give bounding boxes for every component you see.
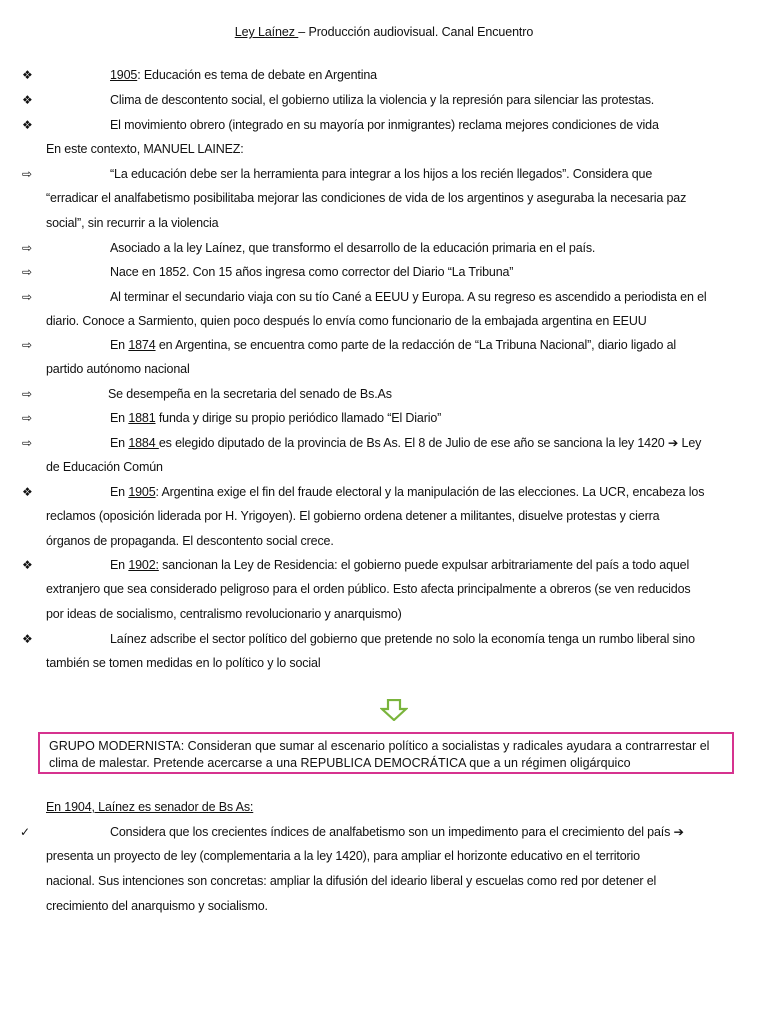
- right-arrow-icon: ➔: [673, 825, 684, 839]
- item-line: En 1874 en Argentina, se encuentra como parte de la redacción de “La Tribuna Nacional”, diario ligado al: [110, 338, 677, 352]
- box-line: clima de malestar. Pretende acercarse a una REPUBLICA DEMOCRÁTICA que a un régimen oligárquico: [49, 756, 631, 770]
- diamond-bullet-icon: ❖: [22, 118, 33, 132]
- item-line: Clima de descontento social, el gobierno utiliza la violencia y la represión para silenciar las protestas.: [110, 93, 655, 107]
- page-title: [0, 25, 768, 39]
- item-line: Se desempeña en la secretaria del senado de Bs.As: [108, 387, 392, 401]
- item-line: En 1881 funda y dirige su propio periódico llamado “El Diario”: [110, 411, 442, 425]
- item-line: extranjero que sea considerado peligroso para el orden público. Esto afecta principalmente a obreros (se ven reducidos: [46, 582, 691, 596]
- diamond-bullet-icon: ❖: [22, 93, 33, 107]
- arrow-bullet-icon: ⇨: [22, 167, 32, 181]
- title-rest: – Producción audiovisual. Canal Encuentro: [298, 25, 534, 39]
- item-line: por ideas de socialismo, centralismo revolucionario y anarquismo): [46, 607, 402, 621]
- arrow-bullet-icon: ⇨: [22, 338, 32, 352]
- item-line: de Educación Común: [46, 460, 163, 474]
- item-line: presenta un proyecto de ley (complementaria a la ley 1420), para ampliar el horizonte educativo en el territorio: [46, 849, 640, 863]
- arrow-bullet-icon: ⇨: [22, 436, 32, 450]
- arrow-bullet-icon: ⇨: [22, 241, 32, 255]
- item-line: nacional. Sus intenciones son concretas: ampliar la difusión del ideario liberal y escuelas como red por detener el: [46, 874, 657, 888]
- diamond-bullet-icon: ❖: [22, 632, 33, 646]
- item-line: En 1905: Argentina exige el fin del fraude electoral y la manipulación de las elecciones. La UCR, encabeza los: [110, 485, 705, 499]
- item-line: Asociado a la ley Laínez, que transformo el desarrollo de la educación primaria en el país.: [110, 241, 596, 255]
- item-line: El movimiento obrero (integrado en su mayoría por inmigrantes) reclama mejores condiciones de vida: [110, 118, 659, 132]
- item-line: “La educación debe ser la herramienta para integrar a los hijos a los recién llegados”. Considera que: [110, 167, 653, 181]
- item-line: “erradicar el analfabetismo posibilitaba mejorar las condiciones de vida de los argentinos y aseguraba la necesaria paz: [46, 191, 687, 205]
- box-line: GRUPO MODERNISTA: Consideran que sumar al escenario político a socialistas y radicales ayudara a contrarrestar el: [49, 739, 710, 753]
- item-line: En 1902: sancionan la Ley de Residencia: el gobierno puede expulsar arbitrariamente del país a todo aquel: [110, 558, 690, 572]
- down-arrow-icon: [380, 699, 408, 721]
- item-line: diario. Conoce a Sarmiento, quien poco después lo envía como funcionario de la embajada argentina en EEUU: [46, 314, 647, 328]
- item-line: Laínez adscribe el sector político del gobierno que pretende no solo la economía tenga un rumbo liberal sino: [110, 632, 695, 646]
- item-line: Considera que los crecientes índices de analfabetismo son un impedimento para el crecimiento del país ➔: [110, 825, 684, 839]
- arrow-bullet-icon: ⇨: [22, 411, 32, 425]
- diamond-bullet-icon: ❖: [22, 558, 33, 572]
- item-line: 1905: Educación es tema de debate en Argentina: [110, 68, 377, 82]
- checkmark-icon: ✓: [20, 825, 30, 839]
- item-line: crecimiento del anarquismo y socialismo.: [46, 899, 268, 913]
- arrow-bullet-icon: ⇨: [22, 265, 32, 279]
- item-line: En 1884 es elegido diputado de la provincia de Bs As. El 8 de Julio de ese año se sanciona la ley 1420 ➔ Ley: [110, 436, 702, 450]
- modernist-group-box: [38, 732, 734, 774]
- diamond-bullet-icon: ❖: [22, 485, 33, 499]
- arrow-bullet-icon: ⇨: [22, 387, 32, 401]
- item-line: Al terminar el secundario viaja con su tío Cané a EEUU y Europa. A su regreso es ascendido a periodista en el: [110, 290, 707, 304]
- item-line: Nace en 1852. Con 15 años ingresa como corrector del Diario “La Tribuna”: [110, 265, 514, 279]
- item-line: también se tomen medidas en lo político y lo social: [46, 656, 321, 670]
- diamond-bullet-icon: ❖: [22, 68, 33, 82]
- item-line: social”, sin recurrir a la violencia: [46, 216, 219, 230]
- arrow-bullet-icon: ⇨: [22, 290, 32, 304]
- item-line: reclamos (oposición liderada por H. Yrigoyen). El gobierno ordena detener a militantes, disuelve protestas y cierra: [46, 509, 660, 523]
- document-page: Ley Laínez – Producción audiovisual. Canal Encuentro ❖ 1905: Educación es tema de debate en Argentina ❖ Clima de descontento social, el gobierno utiliza la violencia y la represión para silenciar las protestas. ❖ El movimiento obrero (integrado en su mayoría por inmigrantes) reclama mejores condiciones de vida En este contexto, MANUEL LAINEZ: ⇨ “La educación debe ser la herramienta para integrar a los hijos a los recién llegados”. Considera que “erradicar el analfabetismo posibilitaba mejorar las condiciones de vida de los argentinos y aseguraba la necesaria paz social”, sin recurrir a la violencia ⇨ Asociado a la ley Laínez, que transformo el desarrollo de la educación primaria en el país. ⇨ Nace en 1852. Con 15 años ingresa como corrector del Diario “La Tribuna” ⇨ Al terminar el secundario viaja con su tío Cané a EEUU y Europa. A su regreso es ascendido a periodista en el diario. Conoce a Sarmiento, quien poco después lo envía como funcionario de la embajada argentina en EEUU ⇨ En 1874 en Argentina, se encuentra como parte de la redacción de “La Tribuna Nacional”, diario ligado al partido autónomo nacional ⇨ Se desempeña en la secretaria del senado de Bs.As ⇨ En 1881 funda y dirige su propio periódico llamado “El Diario” ⇨ En 1884 es elegido diputado de la provincia de Bs As. El 8 de Julio de ese año se sanciona la ley 1420 ➔ Ley de Educación Común ❖ En 1905: Argentina exige el fin del fraude electoral y la manipulación de las elecciones. La UCR, encabeza los reclamos (oposición liderada por H. Yrigoyen). El gobierno ordena detener a militantes, disuelve protestas y cierra órganos de propaganda. El descontento social crece. ❖ En 1902: sancionan la Ley de Residencia: el gobierno puede expulsar arbitrariamente del país a todo aquel extranjero que sea considerado peligroso para el orden público. Esto afecta principalmente a obreros (se ven reducidos por ideas de socialismo, centralismo revolucionario y anarquismo) ❖ Laínez adscribe el sector político del gobierno que pretende no solo la economía tenga un rumbo liberal sino también se tomen medidas en lo político y lo social GRUPO MODERNISTA: Consideran que sumar al escenario político a socialistas y radicales ayudara a contrarrestar el clima de malestar. Pretende acercarse a una REPUBLICA DEMOCRÁTICA que a un régimen oligárquico En 1904, Laínez es senador de Bs As: ✓ Considera que los crecientes índices de analfabetismo son un impedimento para el crecimiento del país ➔ presenta un proyecto de ley (complementaria a la ley 1420), para ampliar el horizonte educativo en el territorio nacional. Sus intenciones son concretas: ampliar la difusión del ideario liberal y escuelas como red por detener el crecimiento del anarquismo y socialismo.: [0, 0, 768, 1024]
- item-line: órganos de propaganda. El descontento social crece.: [46, 534, 334, 548]
- item-line: partido autónomo nacional: [46, 362, 190, 376]
- title-name: Ley Laínez: [234, 25, 299, 39]
- right-arrow-icon: ➔: [667, 436, 679, 450]
